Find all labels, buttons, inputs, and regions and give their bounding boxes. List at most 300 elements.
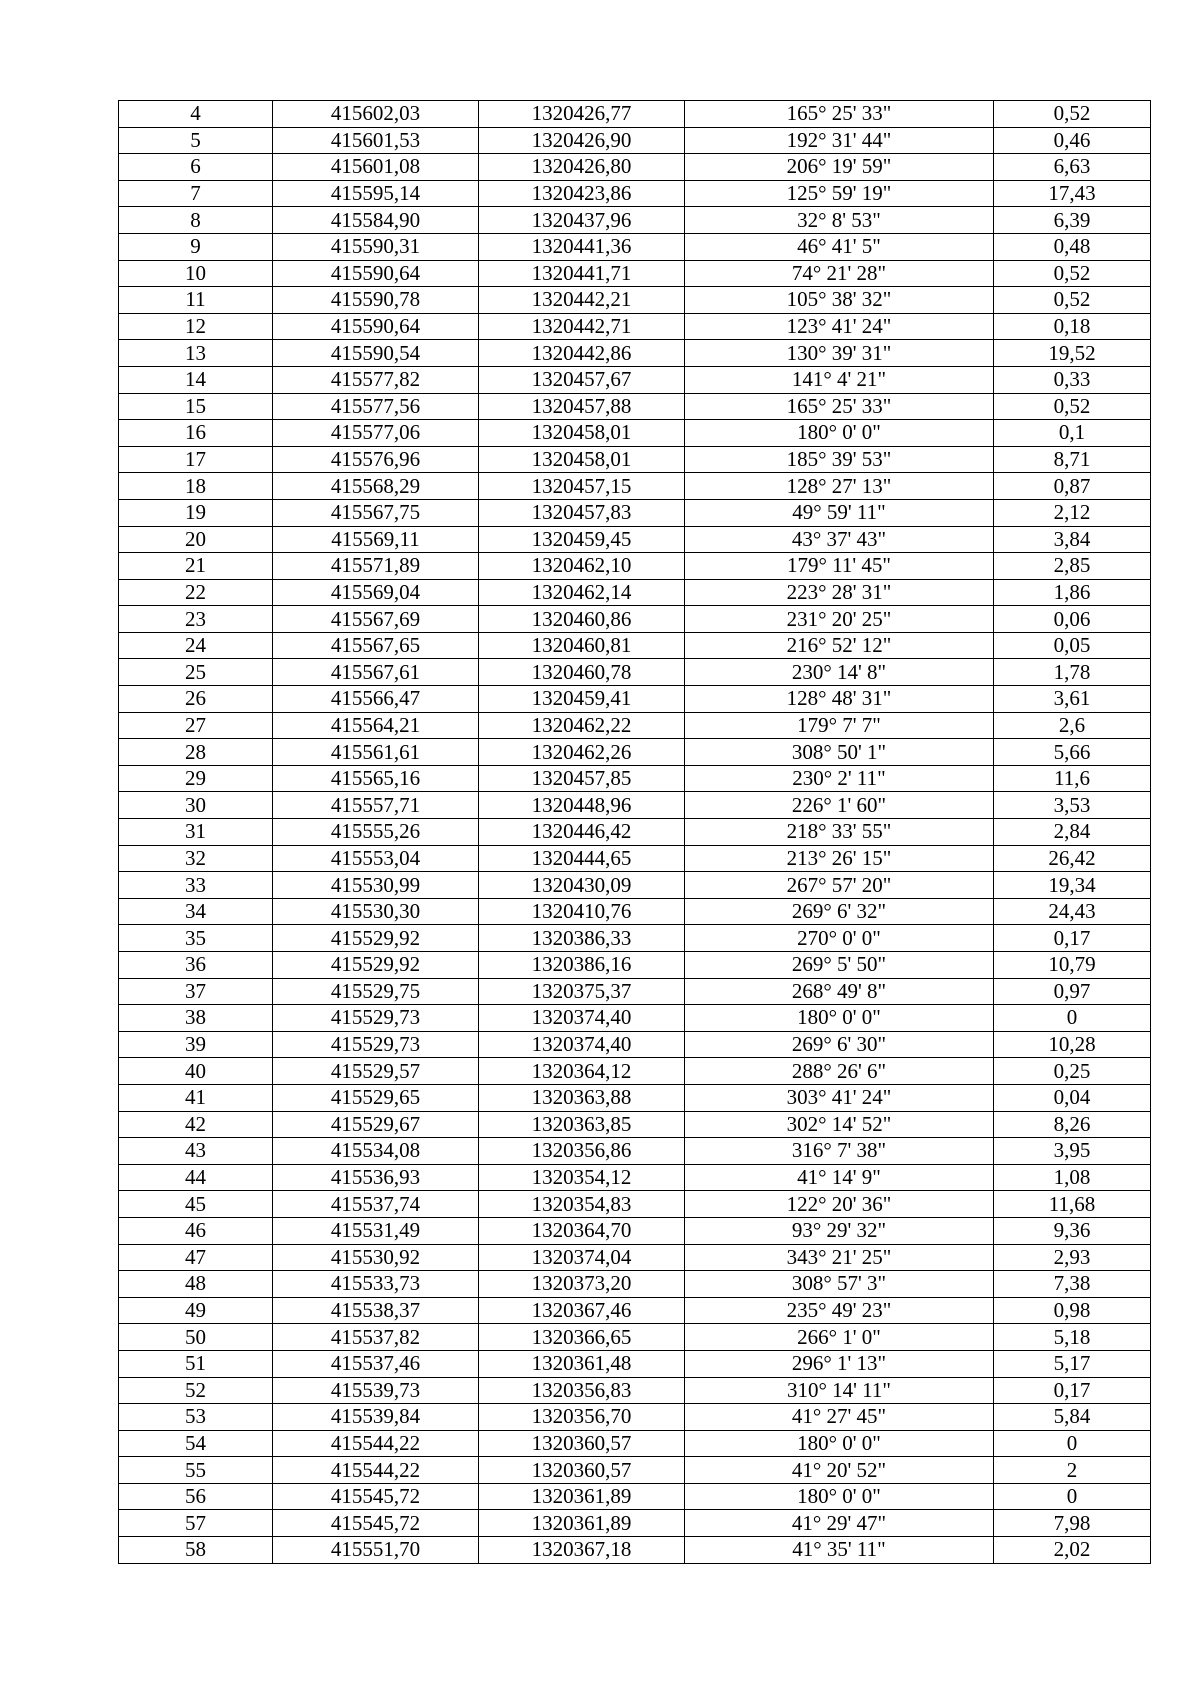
x-coordinate-cell: 415534,08 [273,1138,479,1165]
y-coordinate-cell: 1320459,45 [479,526,685,553]
y-coordinate-cell: 1320360,57 [479,1430,685,1457]
y-coordinate-cell: 1320363,88 [479,1084,685,1111]
point-number-cell: 38 [119,1005,273,1032]
y-coordinate-cell: 1320426,90 [479,127,685,154]
x-coordinate-cell: 415545,72 [273,1483,479,1510]
distance-cell: 5,66 [994,739,1151,766]
bearing-cell: 49° 59' 11" [685,499,994,526]
table-row [119,473,1151,500]
bearing-cell: 230° 2' 11" [685,765,994,792]
y-coordinate-cell: 1320363,85 [479,1111,685,1138]
point-number-cell: 4 [119,101,273,128]
point-number-cell: 27 [119,712,273,739]
table-row [119,606,1151,633]
x-coordinate-cell: 415529,92 [273,925,479,952]
x-coordinate-cell: 415564,21 [273,712,479,739]
bearing-cell: 128° 27' 13" [685,473,994,500]
distance-cell: 2 [994,1457,1151,1484]
bearing-cell: 41° 35' 11" [685,1537,994,1564]
point-number-cell: 23 [119,606,273,633]
point-number-cell: 24 [119,632,273,659]
table-row [119,1350,1151,1377]
distance-cell: 0,52 [994,260,1151,287]
bearing-cell: 41° 14' 9" [685,1164,994,1191]
distance-cell: 0,1 [994,420,1151,447]
y-coordinate-cell: 1320437,96 [479,207,685,234]
y-coordinate-cell: 1320426,77 [479,101,685,128]
point-number-cell: 12 [119,313,273,340]
table-row [119,1457,1151,1484]
y-coordinate-cell: 1320354,12 [479,1164,685,1191]
x-coordinate-cell: 415565,16 [273,765,479,792]
point-number-cell: 7 [119,180,273,207]
bearing-cell: 122° 20' 36" [685,1191,994,1218]
y-coordinate-cell: 1320360,57 [479,1457,685,1484]
bearing-cell: 223° 28' 31" [685,579,994,606]
y-coordinate-cell: 1320364,12 [479,1058,685,1085]
distance-cell: 0,17 [994,925,1151,952]
table-row [119,1271,1151,1298]
point-number-cell: 51 [119,1350,273,1377]
table-row [119,393,1151,420]
x-coordinate-cell: 415529,75 [273,978,479,1005]
y-coordinate-cell: 1320441,71 [479,260,685,287]
x-coordinate-cell: 415539,84 [273,1404,479,1431]
distance-cell: 6,39 [994,207,1151,234]
x-coordinate-cell: 415529,57 [273,1058,479,1085]
table-row [119,1244,1151,1271]
y-coordinate-cell: 1320460,86 [479,606,685,633]
distance-cell: 10,79 [994,952,1151,979]
table-row [119,659,1151,686]
point-number-cell: 8 [119,207,273,234]
bearing-cell: 123° 41' 24" [685,313,994,340]
table-row [119,127,1151,154]
y-coordinate-cell: 1320361,48 [479,1350,685,1377]
x-coordinate-cell: 415566,47 [273,686,479,713]
table-row [119,180,1151,207]
distance-cell: 8,26 [994,1111,1151,1138]
x-coordinate-cell: 415531,49 [273,1217,479,1244]
point-number-cell: 30 [119,792,273,819]
point-number-cell: 18 [119,473,273,500]
distance-cell: 17,43 [994,180,1151,207]
bearing-cell: 93° 29' 32" [685,1217,994,1244]
y-coordinate-cell: 1320462,22 [479,712,685,739]
y-coordinate-cell: 1320457,67 [479,366,685,393]
bearing-cell: 316° 7' 38" [685,1138,994,1165]
distance-cell: 5,17 [994,1350,1151,1377]
x-coordinate-cell: 415533,73 [273,1271,479,1298]
y-coordinate-cell: 1320361,89 [479,1510,685,1537]
point-number-cell: 22 [119,579,273,606]
y-coordinate-cell: 1320374,40 [479,1031,685,1058]
bearing-cell: 218° 33' 55" [685,819,994,846]
point-number-cell: 29 [119,765,273,792]
y-coordinate-cell: 1320462,26 [479,739,685,766]
x-coordinate-cell: 415577,56 [273,393,479,420]
bearing-cell: 179° 7' 7" [685,712,994,739]
point-number-cell: 44 [119,1164,273,1191]
x-coordinate-cell: 415590,78 [273,287,479,314]
bearing-cell: 213° 26' 15" [685,845,994,872]
distance-cell: 0 [994,1005,1151,1032]
point-number-cell: 58 [119,1537,273,1564]
point-number-cell: 33 [119,872,273,899]
distance-cell: 1,08 [994,1164,1151,1191]
y-coordinate-cell: 1320356,83 [479,1377,685,1404]
table-row [119,101,1151,128]
point-number-cell: 54 [119,1430,273,1457]
bearing-cell: 230° 14' 8" [685,659,994,686]
y-coordinate-cell: 1320374,40 [479,1005,685,1032]
bearing-cell: 41° 27' 45" [685,1404,994,1431]
bearing-cell: 308° 57' 3" [685,1271,994,1298]
distance-cell: 7,98 [994,1510,1151,1537]
y-coordinate-cell: 1320460,78 [479,659,685,686]
coordinates-table [118,100,1151,1564]
bearing-cell: 268° 49' 8" [685,978,994,1005]
y-coordinate-cell: 1320356,70 [479,1404,685,1431]
bearing-cell: 303° 41' 24" [685,1084,994,1111]
x-coordinate-cell: 415529,73 [273,1031,479,1058]
distance-cell: 0,48 [994,233,1151,260]
distance-cell: 0 [994,1430,1151,1457]
distance-cell: 0,33 [994,366,1151,393]
point-number-cell: 6 [119,154,273,181]
table-row [119,553,1151,580]
y-coordinate-cell: 1320441,36 [479,233,685,260]
point-number-cell: 53 [119,1404,273,1431]
point-number-cell: 13 [119,340,273,367]
bearing-cell: 226° 1' 60" [685,792,994,819]
x-coordinate-cell: 415567,61 [273,659,479,686]
point-number-cell: 42 [119,1111,273,1138]
point-number-cell: 10 [119,260,273,287]
point-number-cell: 55 [119,1457,273,1484]
bearing-cell: 46° 41' 5" [685,233,994,260]
distance-cell: 0,46 [994,127,1151,154]
table-row [119,712,1151,739]
table-row [119,579,1151,606]
point-number-cell: 16 [119,420,273,447]
bearing-cell: 32° 8' 53" [685,207,994,234]
point-number-cell: 57 [119,1510,273,1537]
x-coordinate-cell: 415537,82 [273,1324,479,1351]
y-coordinate-cell: 1320423,86 [479,180,685,207]
distance-cell: 8,71 [994,446,1151,473]
distance-cell: 2,84 [994,819,1151,846]
bearing-cell: 41° 29' 47" [685,1510,994,1537]
distance-cell: 26,42 [994,845,1151,872]
bearing-cell: 43° 37' 43" [685,526,994,553]
point-number-cell: 19 [119,499,273,526]
table-row [119,872,1151,899]
point-number-cell: 20 [119,526,273,553]
y-coordinate-cell: 1320442,71 [479,313,685,340]
y-coordinate-cell: 1320457,83 [479,499,685,526]
point-number-cell: 41 [119,1084,273,1111]
table-row [119,1537,1151,1564]
y-coordinate-cell: 1320375,37 [479,978,685,1005]
x-coordinate-cell: 415590,31 [273,233,479,260]
distance-cell: 3,61 [994,686,1151,713]
table-row [119,1324,1151,1351]
y-coordinate-cell: 1320354,83 [479,1191,685,1218]
table-row [119,154,1151,181]
bearing-cell: 180° 0' 0" [685,420,994,447]
table-row [119,526,1151,553]
distance-cell: 1,86 [994,579,1151,606]
distance-cell: 0 [994,1483,1151,1510]
y-coordinate-cell: 1320458,01 [479,446,685,473]
x-coordinate-cell: 415576,96 [273,446,479,473]
table-row [119,819,1151,846]
bearing-cell: 296° 1' 13" [685,1350,994,1377]
table-row [119,1377,1151,1404]
bearing-cell: 270° 0' 0" [685,925,994,952]
point-number-cell: 45 [119,1191,273,1218]
y-coordinate-cell: 1320426,80 [479,154,685,181]
x-coordinate-cell: 415529,92 [273,952,479,979]
y-coordinate-cell: 1320448,96 [479,792,685,819]
bearing-cell: 179° 11' 45" [685,553,994,580]
table-row [119,925,1151,952]
y-coordinate-cell: 1320366,65 [479,1324,685,1351]
y-coordinate-cell: 1320442,21 [479,287,685,314]
distance-cell: 2,02 [994,1537,1151,1564]
x-coordinate-cell: 415529,67 [273,1111,479,1138]
table-body [119,101,1151,1564]
distance-cell: 10,28 [994,1031,1151,1058]
bearing-cell: 41° 20' 52" [685,1457,994,1484]
distance-cell: 3,84 [994,526,1151,553]
table-row [119,845,1151,872]
y-coordinate-cell: 1320386,33 [479,925,685,952]
distance-cell: 19,52 [994,340,1151,367]
point-number-cell: 5 [119,127,273,154]
point-number-cell: 26 [119,686,273,713]
x-coordinate-cell: 415537,46 [273,1350,479,1377]
x-coordinate-cell: 415571,89 [273,553,479,580]
point-number-cell: 34 [119,898,273,925]
bearing-cell: 185° 39' 53" [685,446,994,473]
table-row [119,1111,1151,1138]
bearing-cell: 180° 0' 0" [685,1005,994,1032]
table-row [119,207,1151,234]
table-row [119,686,1151,713]
x-coordinate-cell: 415590,64 [273,313,479,340]
y-coordinate-cell: 1320442,86 [479,340,685,367]
x-coordinate-cell: 415536,93 [273,1164,479,1191]
x-coordinate-cell: 415602,03 [273,101,479,128]
y-coordinate-cell: 1320374,04 [479,1244,685,1271]
distance-cell: 5,84 [994,1404,1151,1431]
x-coordinate-cell: 415539,73 [273,1377,479,1404]
bearing-cell: 130° 39' 31" [685,340,994,367]
distance-cell: 0,52 [994,287,1151,314]
distance-cell: 0,06 [994,606,1151,633]
y-coordinate-cell: 1320460,81 [479,632,685,659]
table-row [119,340,1151,367]
distance-cell: 3,53 [994,792,1151,819]
table-row [119,1510,1151,1537]
table-row [119,420,1151,447]
point-number-cell: 37 [119,978,273,1005]
bearing-cell: 165° 25' 33" [685,393,994,420]
bearing-cell: 302° 14' 52" [685,1111,994,1138]
point-number-cell: 17 [119,446,273,473]
distance-cell: 2,85 [994,553,1151,580]
point-number-cell: 48 [119,1271,273,1298]
table-row [119,952,1151,979]
table-row [119,233,1151,260]
x-coordinate-cell: 415555,26 [273,819,479,846]
point-number-cell: 31 [119,819,273,846]
point-number-cell: 32 [119,845,273,872]
x-coordinate-cell: 415538,37 [273,1297,479,1324]
bearing-cell: 343° 21' 25" [685,1244,994,1271]
x-coordinate-cell: 415577,06 [273,420,479,447]
y-coordinate-cell: 1320457,85 [479,765,685,792]
x-coordinate-cell: 415530,92 [273,1244,479,1271]
distance-cell: 0,05 [994,632,1151,659]
distance-cell: 5,18 [994,1324,1151,1351]
x-coordinate-cell: 415530,30 [273,898,479,925]
distance-cell: 0,18 [994,313,1151,340]
point-number-cell: 49 [119,1297,273,1324]
table-row [119,499,1151,526]
x-coordinate-cell: 415544,22 [273,1457,479,1484]
distance-cell: 0,25 [994,1058,1151,1085]
bearing-cell: 267° 57' 20" [685,872,994,899]
point-number-cell: 9 [119,233,273,260]
bearing-cell: 125° 59' 19" [685,180,994,207]
table-row [119,765,1151,792]
point-number-cell: 43 [119,1138,273,1165]
bearing-cell: 165° 25' 33" [685,101,994,128]
y-coordinate-cell: 1320410,76 [479,898,685,925]
y-coordinate-cell: 1320356,86 [479,1138,685,1165]
x-coordinate-cell: 415569,04 [273,579,479,606]
point-number-cell: 14 [119,366,273,393]
x-coordinate-cell: 415537,74 [273,1191,479,1218]
y-coordinate-cell: 1320367,18 [479,1537,685,1564]
bearing-cell: 141° 4' 21" [685,366,994,393]
y-coordinate-cell: 1320457,88 [479,393,685,420]
distance-cell: 11,6 [994,765,1151,792]
table-row [119,1005,1151,1032]
point-number-cell: 52 [119,1377,273,1404]
y-coordinate-cell: 1320446,42 [479,819,685,846]
bearing-cell: 235° 49' 23" [685,1297,994,1324]
table-row [119,1164,1151,1191]
x-coordinate-cell: 415530,99 [273,872,479,899]
point-number-cell: 46 [119,1217,273,1244]
table-row [119,898,1151,925]
table-row [119,260,1151,287]
table-row [119,1031,1151,1058]
x-coordinate-cell: 415544,22 [273,1430,479,1457]
y-coordinate-cell: 1320444,65 [479,845,685,872]
table-row [119,1084,1151,1111]
x-coordinate-cell: 415567,75 [273,499,479,526]
y-coordinate-cell: 1320373,20 [479,1271,685,1298]
x-coordinate-cell: 415569,11 [273,526,479,553]
x-coordinate-cell: 415577,82 [273,366,479,393]
distance-cell: 19,34 [994,872,1151,899]
table-row [119,287,1151,314]
point-number-cell: 47 [119,1244,273,1271]
y-coordinate-cell: 1320367,46 [479,1297,685,1324]
x-coordinate-cell: 415567,65 [273,632,479,659]
y-coordinate-cell: 1320459,41 [479,686,685,713]
x-coordinate-cell: 415529,73 [273,1005,479,1032]
bearing-cell: 206° 19' 59" [685,154,994,181]
table-row [119,739,1151,766]
point-number-cell: 39 [119,1031,273,1058]
table-row [119,1483,1151,1510]
point-number-cell: 11 [119,287,273,314]
table-row [119,1058,1151,1085]
distance-cell: 24,43 [994,898,1151,925]
point-number-cell: 25 [119,659,273,686]
x-coordinate-cell: 415584,90 [273,207,479,234]
bearing-cell: 180° 0' 0" [685,1430,994,1457]
x-coordinate-cell: 415590,54 [273,340,479,367]
x-coordinate-cell: 415590,64 [273,260,479,287]
distance-cell: 1,78 [994,659,1151,686]
distance-cell: 0,87 [994,473,1151,500]
distance-cell: 0,52 [994,101,1151,128]
table-row [119,1217,1151,1244]
bearing-cell: 269° 5' 50" [685,952,994,979]
x-coordinate-cell: 415545,72 [273,1510,479,1537]
table-row [119,792,1151,819]
y-coordinate-cell: 1320361,89 [479,1483,685,1510]
point-number-cell: 36 [119,952,273,979]
x-coordinate-cell: 415561,61 [273,739,479,766]
point-number-cell: 40 [119,1058,273,1085]
point-number-cell: 28 [119,739,273,766]
table-row [119,446,1151,473]
distance-cell: 11,68 [994,1191,1151,1218]
x-coordinate-cell: 415529,65 [273,1084,479,1111]
distance-cell: 0,52 [994,393,1151,420]
bearing-cell: 308° 50' 1" [685,739,994,766]
distance-cell: 0,98 [994,1297,1151,1324]
distance-cell: 6,63 [994,154,1151,181]
table-row [119,1191,1151,1218]
bearing-cell: 128° 48' 31" [685,686,994,713]
distance-cell: 2,12 [994,499,1151,526]
table-row [119,978,1151,1005]
point-number-cell: 21 [119,553,273,580]
y-coordinate-cell: 1320457,15 [479,473,685,500]
distance-cell: 2,6 [994,712,1151,739]
bearing-cell: 216° 52' 12" [685,632,994,659]
distance-cell: 9,36 [994,1217,1151,1244]
table-row [119,313,1151,340]
table-row [119,1138,1151,1165]
table-row [119,1297,1151,1324]
distance-cell: 3,95 [994,1138,1151,1165]
x-coordinate-cell: 415567,69 [273,606,479,633]
distance-cell: 2,93 [994,1244,1151,1271]
bearing-cell: 105° 38' 32" [685,287,994,314]
x-coordinate-cell: 415601,53 [273,127,479,154]
bearing-cell: 231° 20' 25" [685,606,994,633]
